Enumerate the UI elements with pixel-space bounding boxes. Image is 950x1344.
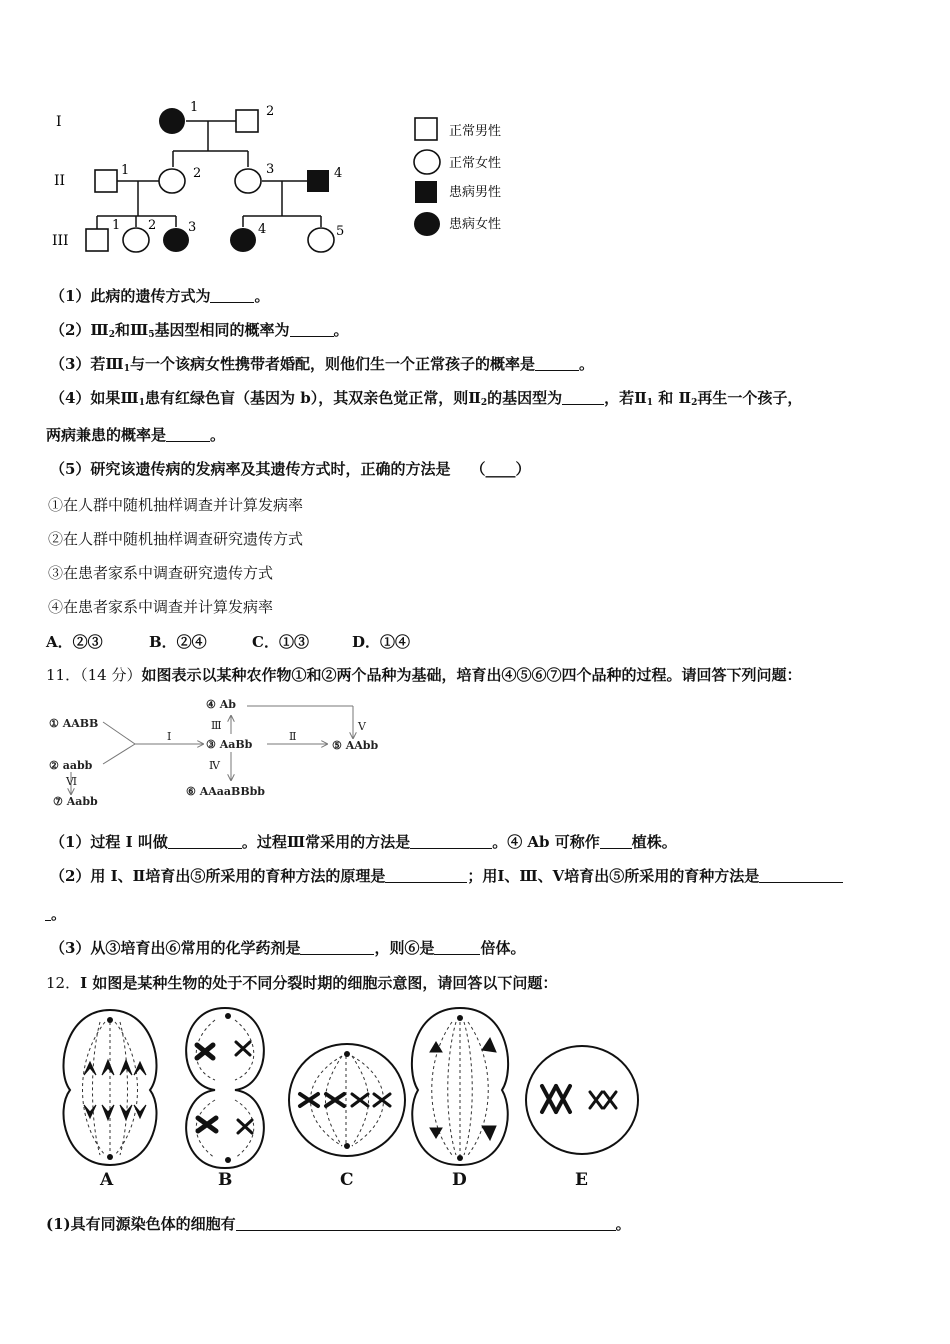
q10-part4-f: 两病兼患的概率是	[46, 426, 167, 444]
cell-label-a: A	[100, 1170, 114, 1190]
pedigree-II3-normal-female	[235, 169, 261, 193]
cell-a-membrane	[63, 1010, 156, 1165]
node-7-Aabb: ⑦ Aabb	[53, 795, 98, 808]
legend-circle-filled	[414, 212, 440, 236]
pedigree-III5-normal-female	[308, 228, 334, 252]
pedigree-III3-affected-female	[163, 228, 189, 252]
q11-part1-b: 。过程Ⅲ常采用的方法是	[241, 833, 411, 851]
q11-part1-a: （1）过程 I 叫做	[50, 833, 168, 851]
answer-blank[interactable]	[759, 868, 843, 883]
pedigree-label-III3: 3	[188, 220, 197, 235]
pedigree-chart	[40, 95, 360, 260]
q10-part2	[50, 320, 349, 345]
subscript: 2	[108, 330, 115, 340]
answer-blank[interactable]	[535, 356, 579, 371]
legend-square-open	[415, 118, 437, 140]
cell-label-c: C	[340, 1170, 354, 1190]
answer-blank[interactable]	[300, 940, 374, 955]
breeding-flow-diagram	[45, 694, 395, 812]
q11-part1	[50, 832, 677, 852]
q10-part3-end: 。	[579, 355, 595, 373]
pedigree-I1-affected-female	[159, 108, 185, 134]
q10-part5-text: （5）研究该遗传病的发病率及其遗传方式时，正确的方法是	[50, 460, 451, 478]
answer-blank[interactable]	[290, 322, 334, 337]
question-number: 12．	[46, 974, 81, 992]
cell-division-diagram	[50, 1000, 650, 1195]
pedigree-legend	[405, 110, 535, 245]
legend-circle-open	[414, 150, 440, 174]
q10-part4-e: 再生一个孩子，	[697, 389, 803, 407]
q10-part2-mid: 和Ⅲ	[114, 321, 149, 339]
pedigree-label-I2: 2	[266, 104, 275, 119]
q10-part3-text: （3）若Ⅲ	[50, 355, 124, 373]
q10-part4-d: 和 Ⅱ	[653, 389, 692, 407]
q12-part1-text: (1)具有同源染色体的细胞有	[46, 1215, 236, 1233]
answer-blank[interactable]	[210, 288, 254, 303]
pedigree-label-II4: 4	[334, 166, 343, 181]
answer-blank[interactable]	[385, 868, 467, 883]
node-4-Ab: ④ Ab	[206, 698, 236, 711]
question-stem: 如图表示以某种农作物①和②两个品种为基础，培育出④⑤⑥⑦四个品种的过程。请回答下列问题：	[141, 666, 802, 684]
route-label-I: Ⅰ	[167, 730, 172, 743]
q11-part3	[50, 938, 525, 958]
q10-part4-a: 患有红绿色盲（基因为 b），其双亲色觉正常，则Ⅱ	[144, 389, 481, 407]
pedigree-I2-normal-male	[236, 110, 258, 132]
subscript: 2	[480, 398, 488, 408]
answer-blank[interactable]	[600, 834, 632, 849]
cell-label-d: D	[452, 1170, 467, 1190]
q10-part5	[50, 459, 530, 479]
q10-part4-b: 的基因型为	[487, 389, 563, 407]
legend-normal-male: 正常男性	[449, 124, 502, 139]
q11-part2	[50, 866, 843, 886]
route-label-V: Ⅴ	[358, 720, 366, 733]
q11-part1-c: 。④ Ab 可称作	[492, 833, 600, 851]
pedigree-label-I1: 1	[190, 100, 199, 115]
route-label-IV: Ⅳ	[209, 759, 220, 772]
option-1: ①在人群中随机抽样调查并计算发病率	[48, 496, 304, 514]
answer-blank[interactable]	[166, 427, 210, 442]
q12-stem	[46, 973, 557, 993]
q10-part4-end: 。	[210, 426, 226, 444]
answer-blank[interactable]	[236, 1216, 616, 1231]
q12-part1-end: 。	[615, 1215, 631, 1233]
legend-square-filled	[415, 181, 437, 203]
node-6-AAaaBBbb: ⑥ AAaaBBbb	[186, 785, 265, 798]
q11-part2-b: ；用Ⅰ、Ⅲ、Ⅴ培育出⑤所采用的育种方法是	[467, 867, 760, 885]
question-stem: I 如图是某种生物的处于不同分裂时期的细胞示意图，请回答以下问题：	[80, 974, 558, 992]
node-1-AABB: ① AABB	[49, 717, 99, 730]
pedigree-II2-normal-female	[159, 169, 185, 193]
q10-part3	[50, 354, 594, 379]
q11-part3-b: ，则⑥是	[374, 939, 435, 957]
question-score: （14 分）	[80, 666, 142, 684]
node-2-aabb: ② aabb	[49, 759, 93, 772]
q10-part1	[50, 286, 269, 306]
generation-label-3: III	[52, 233, 69, 249]
pedigree-label-III5: 5	[336, 224, 345, 239]
answer-blank[interactable]	[434, 940, 480, 955]
q11-part2-line2	[45, 904, 66, 924]
answer-blank[interactable]	[562, 390, 604, 405]
q12-part1	[46, 1214, 631, 1234]
pedigree-label-II2: 2	[193, 166, 202, 181]
choice-c[interactable]: C．①③	[252, 633, 309, 651]
cell-b-membrane	[186, 1008, 264, 1168]
q10-part1-end: 。	[254, 287, 270, 305]
node-5-AAbb: ⑤ AAbb	[332, 739, 379, 752]
generation-label-1: I	[56, 114, 62, 130]
choice-d[interactable]: D．①④	[352, 633, 411, 651]
choice-a[interactable]: A．②③	[46, 633, 103, 651]
q11-part1-d: 植株。	[631, 833, 677, 851]
answer-bracket-blank[interactable]: （____）	[470, 460, 531, 478]
subscript: 2	[691, 398, 698, 408]
pedigree-label-II3: 3	[266, 162, 275, 177]
q11-part3-a: （3）从③培育出⑥常用的化学药剂是	[50, 939, 301, 957]
choice-b[interactable]: B．②④	[149, 633, 207, 651]
cell-label-b: B	[218, 1170, 233, 1190]
pedigree-label-III2: 2	[148, 218, 157, 233]
q11-stem	[46, 665, 801, 685]
q10-part2-text: （2）Ⅲ	[50, 321, 109, 339]
q10-part2-end: 。	[333, 321, 349, 339]
legend-affected-male: 患病男性	[449, 185, 502, 200]
q11-part2-end: 。	[51, 905, 67, 923]
pedigree-label-II1: 1	[121, 163, 130, 178]
question-number: 11．	[46, 666, 81, 684]
cell-d-membrane	[412, 1008, 508, 1165]
q10-part3-question: 与一个该病女性携带者婚配，则他们生一个正常孩子的概率是	[129, 355, 535, 373]
cell-label-e: E	[575, 1170, 588, 1190]
cell-e-membrane	[526, 1046, 638, 1154]
node-3-AaBb: ③ AaBb	[206, 738, 253, 751]
subscript: 5	[148, 330, 155, 340]
route-label-II: Ⅱ	[289, 730, 297, 743]
pedigree-II4-affected-male	[307, 170, 329, 192]
q10-part1-text: （1）此病的遗传方式为	[50, 287, 211, 305]
generation-label-2: II	[54, 173, 66, 189]
q10-part4	[50, 388, 802, 413]
q10-part4-text: （4）如果Ⅲ	[50, 389, 139, 407]
option-4: ④在患者家系中调查并计算发病率	[48, 598, 274, 616]
answer-blank[interactable]	[168, 834, 242, 849]
subscript: 1	[123, 364, 130, 374]
option-2: ②在人群中随机抽样调查研究遗传方式	[48, 530, 304, 548]
legend-affected-female: 患病女性	[449, 217, 502, 232]
pedigree-III4-affected-female	[230, 228, 256, 252]
q10-part4-line2	[46, 425, 225, 445]
q10-part4-c: ，若Ⅱ	[604, 389, 647, 407]
pedigree-label-III4: 4	[258, 222, 267, 237]
pedigree-label-III1: 1	[112, 218, 121, 233]
subscript: 1	[646, 398, 654, 408]
q11-part3-c: 倍体。	[480, 939, 526, 957]
q11-part2-a: （2）用 I、Ⅱ培育出⑤所采用的育种方法的原理是	[50, 867, 386, 885]
route-label-III: Ⅲ	[211, 719, 222, 732]
pedigree-III1-normal-male	[86, 229, 108, 251]
q10-part2-question: 基因型相同的概率为	[154, 321, 290, 339]
choices-row	[46, 631, 410, 652]
legend-normal-female: 正常女性	[449, 156, 502, 171]
route-label-VI: Ⅵ	[66, 775, 78, 788]
subscript: 1	[138, 398, 145, 408]
pedigree-III2-normal-female	[123, 228, 149, 252]
pedigree-II1-normal-male	[95, 170, 117, 192]
answer-blank[interactable]	[410, 834, 492, 849]
option-3: ③在患者家系中调查研究遗传方式	[48, 564, 274, 582]
